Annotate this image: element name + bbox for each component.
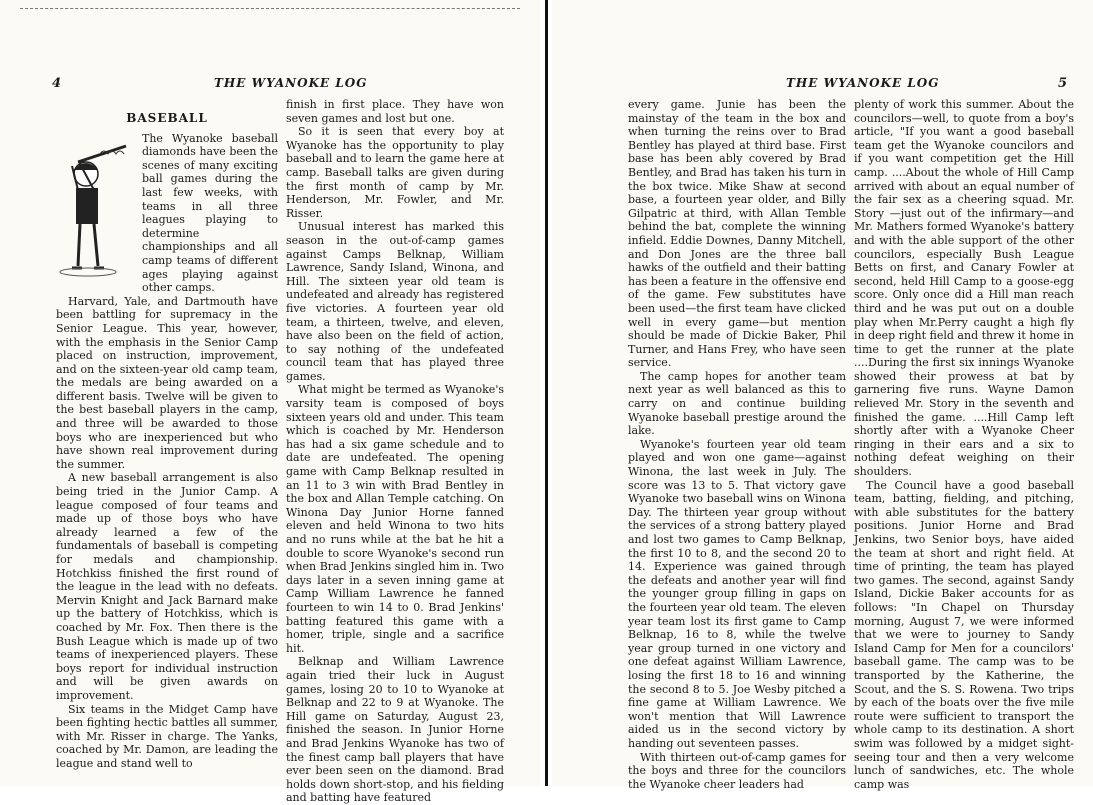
- article-paragraph: Unusual interest has marked this season in the out-of-camp games against Camps Belknap, William Lawrence, Sandy Island, Winona, and Hill. The sixteen year old team is undefeated and already has registered five victories. A fourteen year old team, a thirteen, twelve, and eleven, have also been on the field of action, to say nothing of the undefeated council team that has played three games.: [286, 220, 504, 383]
- left-page-header: [0, 74, 540, 94]
- right-column-2: [854, 98, 1074, 791]
- bat-icon: [78, 146, 126, 162]
- article-paragraph: Belknap and William Lawrence again tried their luck in August games, losing 20 to 10 to Wyanoke at Belknap and 22 to 9 at Wyanoke. The Hill game on Saturday, August 23, finished the season. In Junior Horne and Brad Jenkins Wyanoke has two of the finest camp ball players that have ever been seen on the diamond. Brad holds down short-stop, and his fielding and batting have featured: [286, 655, 504, 805]
- left-page: [0, 0, 540, 805]
- article-paragraph: The Council have a good baseball team, batting, fielding, and pitching, with able substitutes for the battery positions. Junior Horne and Brad Jenkins, two Senior boys, have aided the team at short and right field. At time of printing, the team has played two games. The second, against Sandy Island, Dickie Baker accounts for as follows: "In Chapel on Thursday morning, August 7, we were informed that we were to journey to Sandy Island Camp for Men for a councilors' baseball game. The camp was to be transported by the Katherine, the Scout, and the S. S. Rowena. Two trips by each of the boats over the five mile route were sufficient to transport the whole camp to its destination. A short swim was followed by a midget sight-seeing tour and then a very welcome lunch of sandwiches, etc. The whole camp was: [854, 478, 1074, 791]
- binding-gutter: [540, 0, 552, 786]
- article-paragraph: With thirteen out-of-camp games for the boys and three for the councilors the Wyanoke cheer leaders had: [628, 750, 846, 791]
- left-column-1: [56, 98, 278, 778]
- article-paragraph: Harvard, Yale, and Dartmouth have been battling for supremacy in the Senior League. This year, however, with the emphasis in the Senior Camp placed on instruction, improvement, and on the sixteen-year old camp team, the medals are being awarded on a different basis. Twelve will be given to the best baseball players in the camp, and three will be awarded to those boys who are inexperienced but who have shown real improvement during the summer.: [56, 294, 278, 471]
- page-number: 4: [52, 76, 62, 91]
- article-paragraph: Wyanoke's fourteen year old team played and won one game—against Winona, the last week in July. The score was 13 to 5. That victory gave Wyanoke two baseball wins on Winona Day. The thirteen year group without the services of a strong battery played and lost two games to Camp Belknap, the first 10 to 8, and the second 20 to 14. Experience was gained through the defeats and another year will find the younger group filling in gaps on the fourteen year old team. The eleven year team lost its first game to Camp Belknap, 16 to 8, while the twelve year group turned in one victory and one defeat against William Lawrence, losing the first 18 to 16 and winning the second 8 to 5. Joe Wesby pitched a fine game at William Lawrence. We won't mention that Will Lawrence aided us in the second victory by handing out seventeen passes.: [628, 437, 846, 750]
- article-paragraph: So it is seen that every boy at Wyanoke has the opportunity to play baseball and to learn the game here at camp. Baseball talks are given during the first month of camp by Mr. Henderson, Mr. Fowler, and Mr. Risser.: [286, 125, 504, 220]
- running-title: THE WYANOKE LOG: [786, 76, 940, 90]
- page-number: 5: [1058, 76, 1068, 91]
- article-paragraph: Six teams in the Midget Camp have been fighting hectic battles all summer, with Mr. Risser in charge. The Yanks, coached by Mr. Damon, are leading the league and stand well to: [56, 702, 278, 770]
- baseball-player-illustration: [56, 134, 136, 284]
- article-paragraph: plenty of work this summer. About the councilors—well, to quote from a boy's article, "If you want a good baseball team get the Wyanoke councilors and if you want competition get the Hill camp. ....About the whole of Hill Camp arrived with about an equal number of the fair sex as a cheering squad. Mr. Story —just out of the infirmary—and Mr. Mathers formed Wyanoke's battery and with the able support of the other councilors, especially Bush League Betts on first, and Canary Fowler at second, held Hill Camp to a goose-egg score. Only once did a Hill man reach third and he was put out on a double play when Mr.Perry caught a high fly in deep right field and threw it home in time to get the runner at the plate ....During the first six innings Wyanoke showed their prowess at bat by garnering five runs. Wayne Damon relieved Mr. Story in the seventh and finished the game. ....Hill Camp left shortly after with a Wyanoke Cheer ringing in their ears and a six to nothing defeat weighing on their shoulders.: [854, 98, 1074, 479]
- article-paragraph: The camp hopes for another team next year as well balanced as this to carry on and continue building Wyanoke baseball prestige around the lake.: [628, 369, 846, 438]
- article-paragraph: A new baseball arrangement is also being tried in the Junior Camp. A league composed of four teams and made up of those boys who have already learned a few of the fundamentals of baseball is competing for medals and championship. Hotchkiss finished the first round of the league in the lead with no defeats. Mervin Knight and Jack Barnard make up the battery of Hotchkiss, which is coached by Mr. Fox. Then there is the Bush League which is made up of two teams of inexperienced players. These boys report for individual instruction and will be given awards on improvement.: [56, 471, 278, 702]
- right-column-1: [628, 98, 846, 791]
- top-rule: [20, 8, 520, 9]
- right-page: [552, 0, 1093, 791]
- running-title: THE WYANOKE LOG: [214, 76, 368, 90]
- article-paragraph: The Wyanoke baseball diamonds have been the scenes of many exciting ball games during the last few weeks, with teams in all three leagues playing to determine championships and all camp teams of different ages playing against other camps.: [142, 131, 278, 295]
- article-paragraph: every game. Junie has been the mainstay of the team in the box and when turning the reins over to Brad Bentley has played at third base. First base has been ably covered by Brad Bentley, and Brad has taken his turn in the box twice. Mike Shaw at second base, a fourteen year older, and Billy Gilpatric at third, with Allan Temble behind the bat, complete the winning infield. Eddie Downes, Danny Mitchell, and Don Jones are the three ball hawks of the outfield and their batting has been a feature in the offensive end of the game. Few substitutes have been used—the first team have clicked well in every game—but mention should be made of Dickie Baker, Phil Turner, and Hans Frey, who have seen service.: [628, 98, 846, 370]
- left-column-2: [286, 98, 504, 805]
- article-paragraph: What might be termed as Wyanoke's varsity team is composed of boys sixteen years old and under. This team which is coached by Mr. Henderson has had a six game schedule and to date are undefeated. The opening game with Camp Belknap resulted in an 11 to 3 win with Brad Bentley in the box and Allan Temple catching. On Winona Day Junior Horne fanned eleven and held Winona to two hits and no runs while at the bat he hit a double to score Wyanoke's second run when Brad Jenkins singled him in. Two days later in a seven inning game at Camp William Lawrence he fanned fourteen to win 14 to 0. Brad Jenkins' batting featured this game with a homer, triple, single and a sacrifice hit.: [286, 383, 504, 655]
- right-page-header: [552, 74, 1093, 94]
- article-headline: BASEBALL: [126, 111, 208, 125]
- article-paragraph: finish in first place. They have won seven games and lost but one.: [286, 98, 504, 125]
